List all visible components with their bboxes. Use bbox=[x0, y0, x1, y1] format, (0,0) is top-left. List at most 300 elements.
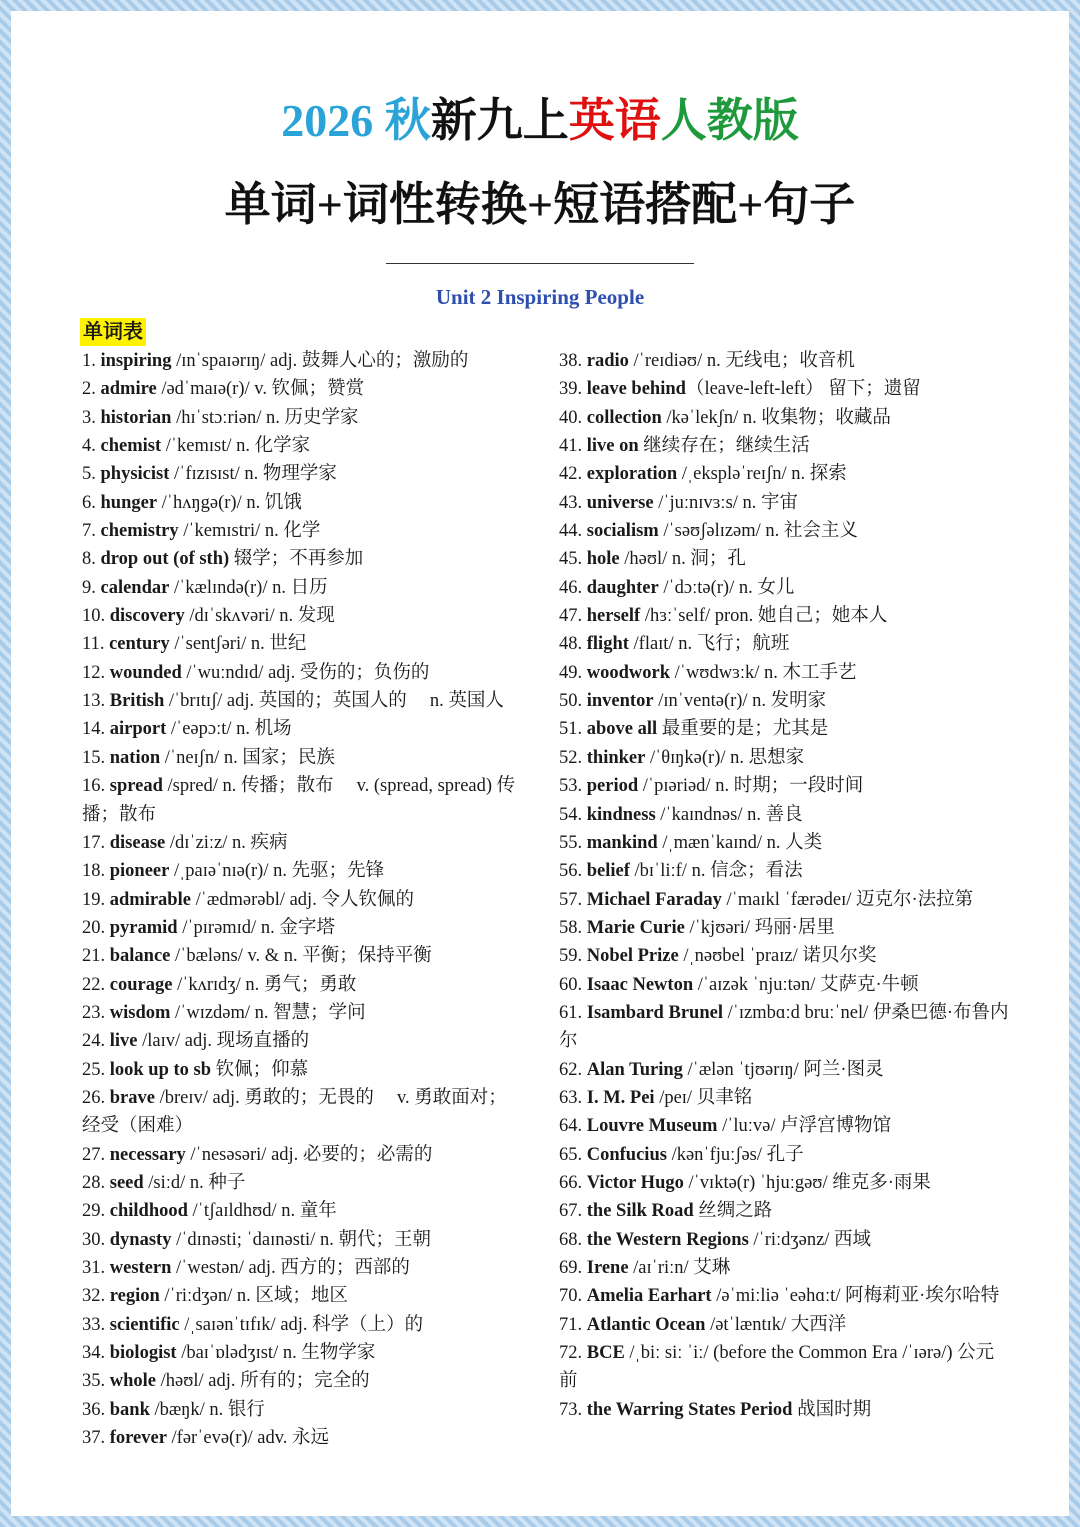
entry-number: 42. bbox=[559, 464, 587, 485]
vocab-entry bbox=[82, 1197, 522, 1225]
vocab-entry bbox=[82, 1254, 522, 1282]
vocab-entry bbox=[82, 1424, 522, 1452]
entry-number: 15. bbox=[82, 747, 110, 768]
entry-definition: /ˈkemɪst/ n. 化学家 bbox=[161, 436, 311, 457]
entry-number: 48. bbox=[559, 634, 587, 655]
vocab-entry bbox=[82, 1311, 522, 1339]
entry-word: drop out (of sth) bbox=[100, 549, 230, 570]
entry-number: 4. bbox=[82, 436, 101, 457]
title-segment: 英语 bbox=[568, 95, 661, 146]
entry-word: kindness bbox=[586, 804, 656, 825]
entry-number: 5. bbox=[82, 464, 101, 485]
entry-definition: /dɪˈziːz/ n. 疾病 bbox=[165, 832, 288, 853]
entry-definition: /aɪˈriːn/ 艾琳 bbox=[628, 1258, 731, 1278]
entry-number: 68. bbox=[559, 1229, 587, 1250]
vocab-column-right bbox=[559, 347, 1009, 1424]
entry-word: bank bbox=[109, 1399, 150, 1420]
entry-definition: 钦佩；仰慕 bbox=[211, 1059, 309, 1080]
vocab-entry bbox=[559, 545, 1009, 573]
entry-definition: /baɪˈɒlədʒɪst/ n. 生物学家 bbox=[176, 1343, 376, 1364]
entry-word: biologist bbox=[109, 1343, 177, 1364]
entry-number: 61. bbox=[559, 1002, 587, 1023]
entry-number: 27. bbox=[82, 1144, 110, 1165]
entry-word: herself bbox=[586, 606, 641, 627]
vocab-entry bbox=[559, 971, 1009, 999]
entry-number: 39. bbox=[559, 379, 587, 400]
entry-number: 52. bbox=[559, 747, 587, 768]
entry-definition: /ˈaɪzək ˈnjuːtən/ 艾萨克·牛顿 bbox=[693, 974, 919, 995]
entry-number: 17. bbox=[82, 832, 110, 853]
entry-word: Marie Curie bbox=[586, 917, 685, 938]
entry-number: 8. bbox=[82, 549, 101, 570]
entry-word: chemist bbox=[100, 436, 162, 457]
entry-definition: /ˈnesəsəri/ adj. 必要的；必需的 bbox=[185, 1144, 433, 1165]
entry-number: 70. bbox=[559, 1286, 587, 1307]
entry-definition: /ˈwestən/ adj. 西方的；西部的 bbox=[171, 1258, 410, 1278]
entry-definition: /ˈælən ˈtjʊərɪŋ/ 阿兰·图灵 bbox=[682, 1059, 884, 1080]
vocab-entry bbox=[559, 489, 1009, 517]
entry-definition: /ˌekspləˈreɪʃn/ n. 探索 bbox=[677, 464, 847, 485]
entry-word: historian bbox=[100, 407, 172, 428]
vocab-entry bbox=[82, 1339, 522, 1367]
entry-definition: /ˈvɪktə(r) ˈhjuːgəʊ/ 维克多·雨果 bbox=[683, 1172, 931, 1193]
vocab-entry bbox=[559, 1141, 1009, 1169]
vocab-entry bbox=[82, 602, 522, 630]
entry-definition: /ˈbæləns/ v. & n. 平衡；保持平衡 bbox=[170, 946, 432, 967]
entry-number: 23. bbox=[82, 1002, 110, 1023]
entry-word: brave bbox=[109, 1087, 155, 1108]
entry-word: necessary bbox=[109, 1144, 186, 1165]
vocab-entry bbox=[82, 914, 522, 942]
vocab-entry bbox=[559, 1282, 1009, 1310]
entry-word: hole bbox=[586, 549, 620, 570]
entry-word: thinker bbox=[586, 747, 646, 768]
entry-number: 19. bbox=[82, 889, 110, 910]
entry-word: nation bbox=[109, 747, 161, 768]
entry-definition: /ˈjuːnɪvɜːs/ n. 宇宙 bbox=[653, 492, 799, 513]
entry-number: 28. bbox=[82, 1172, 110, 1193]
vocab-entry bbox=[559, 432, 1009, 460]
entry-definition: /ˈpɪrəmɪd/ n. 金字塔 bbox=[177, 917, 335, 938]
entry-definition: /ədˈmaɪə(r)/ v. 钦佩；赞赏 bbox=[156, 379, 365, 400]
entry-number: 59. bbox=[559, 946, 587, 967]
entry-number: 73. bbox=[559, 1399, 587, 1420]
entry-number: 36. bbox=[82, 1399, 110, 1420]
vocab-entry bbox=[559, 772, 1009, 800]
vocab-entry bbox=[559, 999, 1009, 1056]
entry-word: disease bbox=[109, 832, 166, 853]
vocab-entry bbox=[559, 659, 1009, 687]
entry-definition: 丝绸之路 bbox=[693, 1201, 773, 1222]
entry-word: whole bbox=[109, 1371, 156, 1392]
entry-definition: /ɪnˈventə(r)/ n. 发明家 bbox=[653, 691, 827, 712]
entry-number: 29. bbox=[82, 1201, 110, 1222]
entry-definition: /ˈhʌŋgə(r)/ n. 饥饿 bbox=[157, 492, 302, 513]
entry-definition: /fərˈevə(r)/ adv. 永远 bbox=[166, 1428, 330, 1449]
vocab-entry bbox=[82, 460, 522, 488]
entry-definition: /ˈdɔːtə(r)/ n. 女儿 bbox=[658, 577, 795, 598]
entry-definition: /ɪnˈspaɪərɪŋ/ adj. 鼓舞人心的；激励的 bbox=[171, 351, 469, 371]
vocab-entry bbox=[559, 801, 1009, 829]
entry-definition: /dɪˈskʌvəri/ n. 发现 bbox=[184, 606, 335, 627]
title-segment: 2026 秋 bbox=[281, 95, 431, 146]
entry-definition: /ˈwʊdwɜːk/ n. 木工手艺 bbox=[670, 662, 857, 683]
entry-definition: /ˈeəpɔːt/ n. 机场 bbox=[166, 719, 292, 740]
entry-word: leave behind bbox=[586, 379, 686, 400]
entry-definition: /bɪˈliːf/ n. 信念；看法 bbox=[629, 861, 803, 882]
entry-number: 45. bbox=[559, 549, 587, 570]
entry-definition: /siːd/ n. 种子 bbox=[143, 1172, 246, 1193]
entry-number: 25. bbox=[82, 1059, 110, 1080]
entry-word: Atlantic Ocean bbox=[586, 1314, 706, 1335]
entry-word: wounded bbox=[109, 662, 182, 683]
vocab-entry bbox=[82, 942, 522, 970]
entry-number: 65. bbox=[559, 1144, 587, 1165]
entry-word: live on bbox=[586, 436, 639, 457]
entry-word: discovery bbox=[109, 606, 185, 627]
vocab-entry bbox=[82, 489, 522, 517]
entry-word: mankind bbox=[586, 832, 658, 853]
entry-number: 56. bbox=[559, 861, 587, 882]
entry-word: airport bbox=[109, 719, 167, 740]
entry-word: socialism bbox=[586, 521, 659, 542]
vocab-entry bbox=[559, 1084, 1009, 1112]
entry-word: Irene bbox=[586, 1258, 629, 1278]
entry-word: BCE bbox=[586, 1343, 625, 1364]
vocab-entry bbox=[82, 999, 522, 1027]
entry-word: flight bbox=[586, 634, 629, 655]
vocab-entry bbox=[559, 1169, 1009, 1197]
entry-number: 6. bbox=[82, 492, 101, 513]
entry-definition: 继续存在；继续生活 bbox=[638, 436, 810, 457]
entry-word: woodwork bbox=[586, 662, 671, 683]
document-page bbox=[11, 11, 1069, 1516]
entry-definition: /ˌsaɪənˈtɪfɪk/ adj. 科学（上）的 bbox=[179, 1314, 424, 1335]
vocab-entry bbox=[82, 744, 522, 772]
entry-word: exploration bbox=[586, 464, 678, 485]
entry-word: calendar bbox=[100, 577, 170, 598]
entry-number: 41. bbox=[559, 436, 587, 457]
vocab-entry bbox=[559, 630, 1009, 658]
entry-definition: /breɪv/ adj. 勇敢的；无畏的 v. 勇敢面对；经受（困难） bbox=[82, 1087, 507, 1137]
entry-definition: /ˈkælɪndə(r)/ n. 日历 bbox=[169, 577, 328, 598]
entry-word: pioneer bbox=[109, 861, 170, 882]
entry-number: 43. bbox=[559, 492, 587, 513]
entry-number: 57. bbox=[559, 889, 587, 910]
entry-number: 67. bbox=[559, 1201, 587, 1222]
entry-word: look up to sb bbox=[109, 1059, 212, 1080]
entry-number: 50. bbox=[559, 691, 587, 712]
entry-number: 72. bbox=[559, 1343, 587, 1364]
entry-number: 33. bbox=[82, 1314, 110, 1335]
entry-word: dynasty bbox=[109, 1229, 172, 1250]
entry-word: wisdom bbox=[109, 1002, 171, 1023]
vocab-entry bbox=[559, 687, 1009, 715]
entry-word: collection bbox=[586, 407, 662, 428]
vocab-column-left bbox=[82, 347, 522, 1452]
vocab-entry bbox=[82, 687, 522, 715]
entry-word: scientific bbox=[109, 1314, 180, 1335]
entry-word: Louvre Museum bbox=[586, 1116, 718, 1137]
vocab-entry bbox=[82, 1027, 522, 1055]
entry-number: 69. bbox=[559, 1258, 587, 1278]
entry-definition: /ətˈlæntɪk/ 大西洋 bbox=[705, 1314, 847, 1335]
entry-word: Isaac Newton bbox=[586, 974, 694, 995]
vocab-entry bbox=[82, 1367, 522, 1395]
vocab-entry bbox=[559, 375, 1009, 403]
vocab-entry bbox=[559, 857, 1009, 885]
entry-word: forever bbox=[109, 1428, 167, 1449]
entry-word: above all bbox=[586, 719, 658, 740]
entry-definition: /ˈriːdʒənz/ 西域 bbox=[748, 1229, 872, 1250]
entry-definition: （leave-left-left） 留下；遗留 bbox=[685, 379, 921, 400]
entry-definition: 战国时期 bbox=[792, 1399, 872, 1420]
entry-number: 32. bbox=[82, 1286, 110, 1307]
entry-number: 55. bbox=[559, 832, 587, 853]
vocab-entry bbox=[82, 1056, 522, 1084]
entry-word: the Silk Road bbox=[586, 1201, 694, 1222]
entry-definition: /spred/ n. 传播；散布 v. (spread, spread) 传播；散布 bbox=[82, 776, 516, 825]
vocab-entry bbox=[559, 602, 1009, 630]
entry-number: 47. bbox=[559, 606, 587, 627]
entry-word: balance bbox=[109, 946, 171, 967]
vocab-entry bbox=[82, 829, 522, 857]
entry-word: the Western Regions bbox=[586, 1229, 749, 1250]
vocab-entry bbox=[559, 1396, 1009, 1424]
title-segment: 新九上 bbox=[430, 95, 569, 146]
vocab-entry bbox=[559, 574, 1009, 602]
vocab-entry bbox=[559, 1197, 1009, 1225]
vocab-entry bbox=[82, 1396, 522, 1424]
entry-definition: /ˌbiː siː ˈiː/ (before the Common Era /ˈɪərə/) 公元前 bbox=[559, 1343, 995, 1392]
entry-definition: /ˈbrɪtɪʃ/ adj. 英国的；英国人的 n. 英国人 bbox=[164, 691, 504, 712]
entry-number: 35. bbox=[82, 1371, 110, 1392]
entry-definition: 最重要的是；尤其是 bbox=[657, 719, 829, 740]
entry-definition: 辍学；不再参加 bbox=[229, 549, 364, 570]
vocab-entry bbox=[82, 715, 522, 743]
entry-word: admire bbox=[100, 379, 157, 400]
entry-number: 40. bbox=[559, 407, 587, 428]
subtitle: 单词+词性转换+短语搭配+句子 bbox=[224, 179, 856, 230]
entry-number: 1. bbox=[82, 351, 101, 371]
entry-word: hunger bbox=[100, 492, 158, 513]
entry-number: 20. bbox=[82, 917, 110, 938]
vocab-entry bbox=[82, 1084, 522, 1141]
entry-word: live bbox=[109, 1031, 138, 1052]
vocab-entry bbox=[82, 857, 522, 885]
entry-definition: /ˈneɪʃn/ n. 国家；民族 bbox=[160, 747, 335, 768]
entry-definition: /ˈθɪŋkə(r)/ n. 思想家 bbox=[645, 747, 805, 768]
entry-definition: /ˌpaɪəˈnɪə(r)/ n. 先驱；先锋 bbox=[169, 861, 385, 882]
entry-definition: /həʊl/ adj. 所有的；完全的 bbox=[156, 1371, 370, 1392]
entry-number: 53. bbox=[559, 776, 587, 797]
vocab-entry bbox=[82, 545, 522, 573]
entry-number: 58. bbox=[559, 917, 587, 938]
entry-number: 54. bbox=[559, 804, 587, 825]
vocab-entry bbox=[559, 744, 1009, 772]
entry-word: century bbox=[109, 634, 170, 655]
entry-word: period bbox=[586, 776, 639, 797]
entry-definition: /ˈkjʊəri/ 玛丽·居里 bbox=[684, 917, 835, 938]
vocab-entry bbox=[82, 432, 522, 460]
entry-word: belief bbox=[586, 861, 630, 882]
entry-definition: /ˈsəʊʃəlɪzəm/ n. 社会主义 bbox=[658, 521, 858, 542]
vocab-entry bbox=[559, 1226, 1009, 1254]
entry-word: inspiring bbox=[100, 351, 172, 371]
entry-word: seed bbox=[109, 1172, 144, 1193]
vocab-entry bbox=[559, 914, 1009, 942]
entry-definition: /ˈmaɪkl ˈfærədeɪ/ 迈克尔·法拉第 bbox=[721, 889, 974, 910]
unit-title: Unit 2 Inspiring People bbox=[435, 285, 645, 309]
entry-word: region bbox=[109, 1286, 160, 1307]
entry-number: 30. bbox=[82, 1229, 110, 1250]
vocab-entry bbox=[559, 460, 1009, 488]
entry-word: courage bbox=[109, 974, 173, 995]
entry-number: 3. bbox=[82, 407, 101, 428]
entry-definition: /ˈfɪzɪsɪst/ n. 物理学家 bbox=[169, 464, 337, 485]
entry-number: 11. bbox=[82, 634, 110, 655]
entry-number: 51. bbox=[559, 719, 587, 740]
vocab-entry bbox=[559, 1254, 1009, 1282]
vocab-entry bbox=[559, 1311, 1009, 1339]
entry-word: admirable bbox=[109, 889, 191, 910]
entry-definition: /laɪv/ adj. 现场直播的 bbox=[137, 1031, 310, 1052]
entry-word: Amelia Earhart bbox=[586, 1286, 712, 1307]
entry-word: Confucius bbox=[586, 1144, 667, 1165]
entry-word: Victor Hugo bbox=[586, 1172, 684, 1193]
entry-number: 24. bbox=[82, 1031, 110, 1052]
entry-number: 7. bbox=[82, 521, 101, 542]
entry-word: physicist bbox=[100, 464, 170, 485]
entry-definition: /hɜːˈself/ pron. 她自己；她本人 bbox=[640, 606, 888, 627]
entry-word: Isambard Brunel bbox=[586, 1002, 723, 1023]
entry-number: 63. bbox=[559, 1087, 587, 1108]
entry-definition: /peɪ/ 贝聿铭 bbox=[654, 1087, 753, 1108]
entry-definition: /hɪˈstɔːriən/ n. 历史学家 bbox=[171, 407, 359, 428]
entry-number: 14. bbox=[82, 719, 110, 740]
entry-definition: /flaɪt/ n. 飞行；航班 bbox=[628, 634, 790, 655]
vocab-entry bbox=[559, 1339, 1009, 1396]
entry-number: 38. bbox=[559, 351, 587, 371]
entry-definition: /ˈreɪdiəʊ/ n. 无线电；收音机 bbox=[628, 351, 855, 371]
vocab-entry bbox=[82, 1282, 522, 1310]
vocab-entry bbox=[82, 347, 522, 375]
vocab-entry bbox=[559, 829, 1009, 857]
vocab-entry bbox=[559, 942, 1009, 970]
entry-definition: /həʊl/ n. 洞；孔 bbox=[619, 549, 746, 570]
vocab-entry bbox=[82, 1226, 522, 1254]
entry-number: 62. bbox=[559, 1059, 587, 1080]
entry-number: 22. bbox=[82, 974, 110, 995]
main-title bbox=[11, 93, 1069, 149]
entry-number: 26. bbox=[82, 1087, 110, 1108]
entry-definition: /ˈædmərəbl/ adj. 令人钦佩的 bbox=[190, 889, 414, 910]
vocab-entry bbox=[82, 517, 522, 545]
entry-number: 66. bbox=[559, 1172, 587, 1193]
entry-definition: /ˈkaɪndnəs/ n. 善良 bbox=[655, 804, 803, 825]
entry-definition: /ˈwuːndɪd/ adj. 受伤的；负伤的 bbox=[181, 662, 430, 683]
entry-number: 71. bbox=[559, 1314, 587, 1335]
vocab-entry bbox=[559, 404, 1009, 432]
entry-number: 37. bbox=[82, 1428, 110, 1449]
entry-number: 64. bbox=[559, 1116, 587, 1137]
entry-definition: /ˈkemɪstri/ n. 化学 bbox=[178, 521, 321, 542]
entry-definition: /ˈpɪəriəd/ n. 时期；一段时间 bbox=[638, 776, 864, 797]
vocab-entry bbox=[82, 574, 522, 602]
entry-number: 10. bbox=[82, 606, 110, 627]
entry-word: Michael Faraday bbox=[586, 889, 722, 910]
entry-definition: /ˈtʃaɪldhʊd/ n. 童年 bbox=[187, 1201, 337, 1222]
divider bbox=[386, 263, 694, 264]
entry-word: daughter bbox=[586, 577, 659, 598]
vocab-entry bbox=[82, 971, 522, 999]
entry-word: the Warring States Period bbox=[586, 1399, 793, 1420]
entry-word: chemistry bbox=[100, 521, 179, 542]
entry-definition: /kənˈfjuːʃəs/ 孔子 bbox=[666, 1144, 804, 1165]
vocab-entry bbox=[82, 772, 522, 829]
vocab-entry bbox=[82, 630, 522, 658]
entry-number: 21. bbox=[82, 946, 110, 967]
entry-number: 44. bbox=[559, 521, 587, 542]
vocab-entry bbox=[559, 1112, 1009, 1140]
vocab-entry bbox=[82, 1141, 522, 1169]
entry-word: inventor bbox=[586, 691, 654, 712]
entry-word: spread bbox=[109, 776, 163, 797]
entry-number: 16. bbox=[82, 776, 110, 797]
entry-number: 9. bbox=[82, 577, 101, 598]
entry-word: childhood bbox=[109, 1201, 188, 1222]
entry-number: 46. bbox=[559, 577, 587, 598]
vocab-entry bbox=[559, 886, 1009, 914]
entry-word: western bbox=[109, 1258, 172, 1278]
section-label: 单词表 bbox=[80, 318, 146, 346]
entry-definition: /ˈkʌrɪdʒ/ n. 勇气；勇敢 bbox=[172, 974, 357, 995]
entry-word: British bbox=[109, 691, 165, 712]
entry-word: pyramid bbox=[109, 917, 178, 938]
vocab-entry bbox=[82, 375, 522, 403]
entry-definition: /ˈriːdʒən/ n. 区域；地区 bbox=[159, 1286, 348, 1307]
entry-number: 12. bbox=[82, 662, 110, 683]
vocab-entry bbox=[82, 659, 522, 687]
title-segment: 人教版 bbox=[660, 95, 799, 146]
entry-number: 60. bbox=[559, 974, 587, 995]
entry-definition: /ˈwɪzdəm/ n. 智慧；学问 bbox=[170, 1002, 366, 1023]
entry-definition: /bæŋk/ n. 银行 bbox=[149, 1399, 265, 1420]
entry-word: Nobel Prize bbox=[586, 946, 679, 967]
entry-word: Alan Turing bbox=[586, 1059, 683, 1080]
vocab-entry bbox=[82, 404, 522, 432]
entry-word: radio bbox=[586, 351, 629, 371]
entry-number: 31. bbox=[82, 1258, 110, 1278]
vocab-entry bbox=[82, 886, 522, 914]
entry-definition: /ˌmænˈkaɪnd/ n. 人类 bbox=[657, 832, 823, 853]
entry-word: universe bbox=[586, 492, 654, 513]
entry-definition: /ˈdɪnəsti; ˈdaɪnəsti/ n. 朝代；王朝 bbox=[171, 1229, 431, 1250]
entry-number: 34. bbox=[82, 1343, 110, 1364]
vocab-entry bbox=[559, 517, 1009, 545]
vocab-entry bbox=[559, 347, 1009, 375]
entry-definition: /əˈmiːliə ˈeəhɑːt/ 阿梅莉亚·埃尔哈特 bbox=[711, 1286, 1000, 1307]
entry-number: 2. bbox=[82, 379, 101, 400]
entry-word: I. M. Pei bbox=[586, 1087, 655, 1108]
entry-definition: /ˈsentʃəri/ n. 世纪 bbox=[169, 634, 307, 655]
entry-definition: /kəˈlekʃn/ n. 收集物；收藏品 bbox=[661, 407, 891, 428]
entry-definition: /ˈluːvə/ 卢浮宫博物馆 bbox=[717, 1116, 892, 1137]
entry-number: 49. bbox=[559, 662, 587, 683]
entry-definition: /ˌnəʊbel ˈpraɪz/ 诺贝尔奖 bbox=[678, 946, 877, 967]
entry-number: 18. bbox=[82, 861, 110, 882]
vocab-entry bbox=[559, 715, 1009, 743]
